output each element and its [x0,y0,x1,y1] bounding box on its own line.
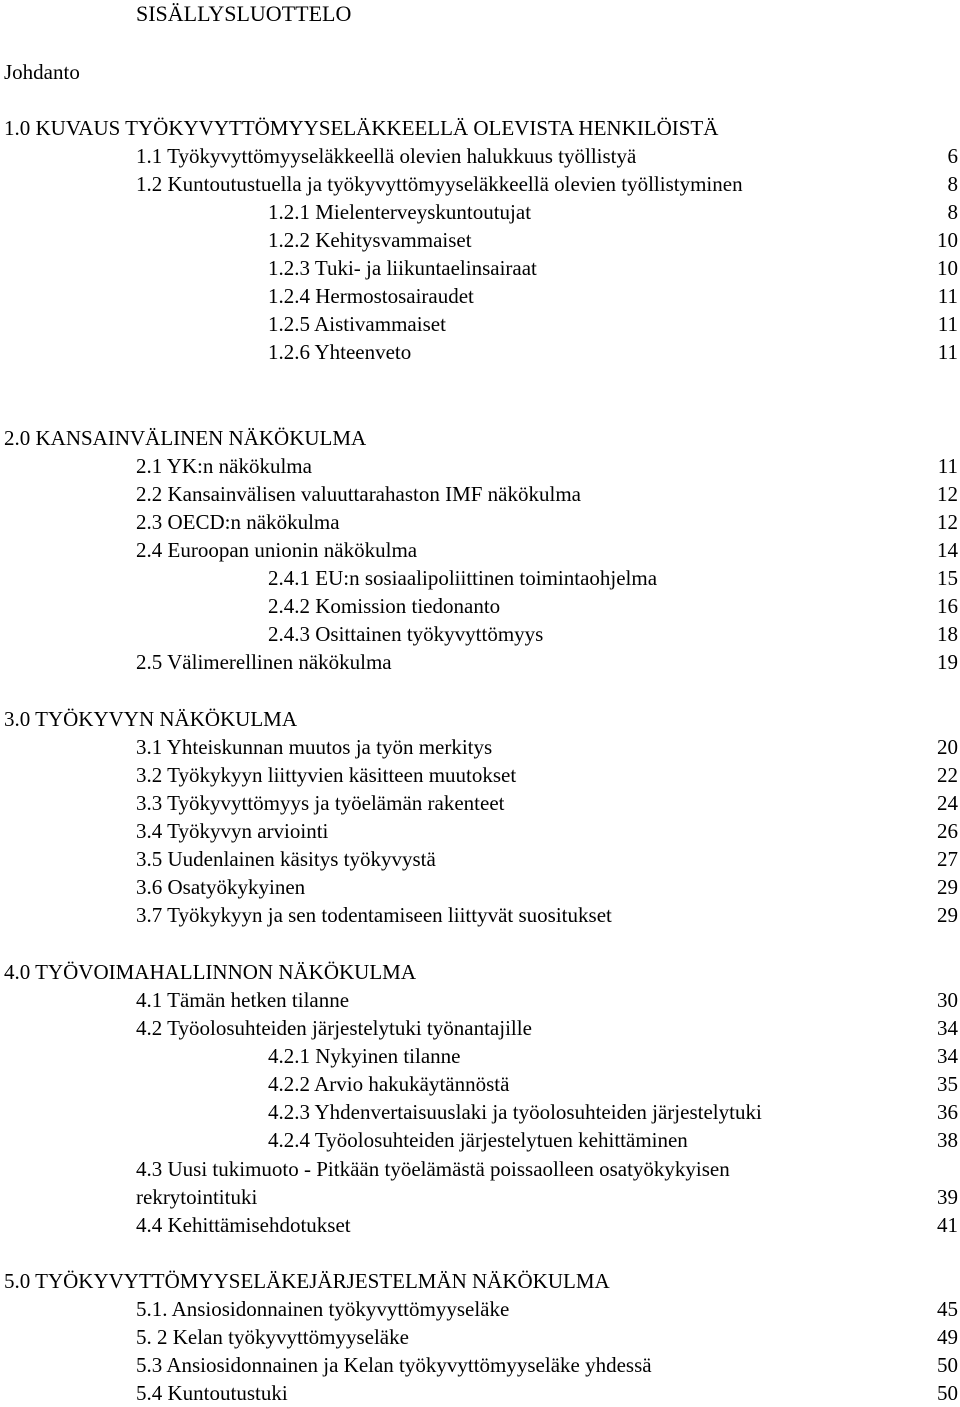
toc-page-number: 29 [937,903,958,927]
toc-entry: 4.1 Tämän hetken tilanne [136,988,350,1012]
toc-entry: 4.2.1 Nykyinen tilanne [268,1044,461,1068]
toc-entry: 3.6 Osatyökykyinen [136,875,306,899]
toc-page-number: 16 [937,594,958,618]
section-heading: 2.0 KANSAINVÄLINEN NÄKÖKULMA [4,426,367,450]
toc-entry: 1.2.2 Kehitysvammaiset [268,228,472,252]
toc-page-number: 11 [937,312,958,336]
toc-page-number: 14 [937,538,958,562]
toc-page-number: 8 [947,172,958,196]
toc-page-number: 10 [937,228,958,252]
toc-intro: Johdanto [4,60,80,84]
toc-page-number: 11 [937,454,958,478]
section-heading: 3.0 TYÖKYVYN NÄKÖKULMA [4,707,298,731]
toc-page-number: 19 [937,650,958,674]
toc-page-number: 15 [937,566,958,590]
toc-page-number: 24 [937,791,958,815]
toc-page-number: 50 [937,1353,958,1377]
toc-entry: 2.4.2 Komission tiedonanto [268,594,501,618]
toc-entry: 4.2.4 Työolosuhteiden järjestelytuen kehittäminen [268,1128,688,1152]
toc-page-number: 8 [947,200,958,224]
toc-page-number: 12 [937,510,958,534]
toc-entry: 2.3 OECD:n näkökulma [136,510,340,534]
section-heading: 4.0 TYÖVOIMAHALLINNON NÄKÖKULMA [4,960,416,984]
toc-page-number: 45 [937,1297,958,1321]
toc-entry: 5.4 Kuntoutustuki [136,1381,288,1405]
toc-entry: 3.1 Yhteiskunnan muutos ja työn merkitys [136,735,493,759]
toc-entry: 4.2 Työolosuhteiden järjestelytuki työnantajille [136,1016,532,1040]
section-heading: 5.0 TYÖKYVYTTÖMYYSELÄKEJÄRJESTELMÄN NÄKÖKULMA [4,1269,610,1293]
toc-entry: 1.1 Työkyvyttömyyseläkkeellä olevien halukkuus työllistyä [136,144,637,168]
toc-entry: 3.4 Työkyvyn arviointi [136,819,329,843]
toc-page-number: 34 [937,1016,958,1040]
toc-page-number: 34 [937,1044,958,1068]
toc-page-number: 11 [937,340,958,364]
toc-entry: 4.3 Uusi tukimuoto - Pitkään työelämästä poissaolleen osatyökykyisen [136,1157,730,1181]
toc-entry: 4.4 Kehittämisehdotukset [136,1213,351,1237]
toc-page-number: 11 [937,284,958,308]
toc-page-number: 41 [937,1213,958,1237]
toc-entry: 4.2.2 Arvio hakukäytännöstä [268,1072,510,1096]
toc-entry: 2.5 Välimerellinen näkökulma [136,650,392,674]
toc-entry: 1.2.5 Aistivammaiset [268,312,446,336]
toc-page-number: 18 [937,622,958,646]
toc-entry: 4.2.3 Yhdenvertaisuuslaki ja työolosuhteiden järjestelytuki [268,1100,762,1124]
toc-page-number: 22 [937,763,958,787]
toc-page-number: 10 [937,256,958,280]
toc-page-number: 26 [937,819,958,843]
toc-entry: 3.7 Työkykyyn ja sen todentamiseen liittyvät suositukset [136,903,612,927]
toc-entry: 5.3 Ansiosidonnainen ja Kelan työkyvyttömyyseläke yhdessä [136,1353,652,1377]
toc-entry: 1.2.1 Mielenterveyskuntoutujat [268,200,532,224]
toc-entry: 3.3 Työkyvyttömyys ja työelämän rakenteet [136,791,505,815]
toc-entry: 2.4.3 Osittainen työkyvyttömyys [268,622,544,646]
toc-page-number: 12 [937,482,958,506]
toc-page-number: 30 [937,988,958,1012]
toc-entry: 2.2 Kansainvälisen valuuttarahaston IMF näkökulma [136,482,581,506]
section-heading: 1.0 KUVAUS TYÖKYVYTTÖMYYSELÄKKEELLÄ OLEVISTA HENKILÖISTÄ [4,116,719,140]
toc-entry: 2.4 Euroopan unionin näkökulma [136,538,418,562]
toc-title: SISÄLLYSLUOTTELO [136,1,352,26]
toc-page-number: 38 [937,1128,958,1152]
toc-page-number: 36 [937,1100,958,1124]
toc-entry: 1.2.4 Hermostosairaudet [268,284,474,308]
toc-entry: 1.2 Kuntoutustuella ja työkyvyttömyyseläkkeellä olevien työllistyminen [136,172,743,196]
toc-page-number: 29 [937,875,958,899]
toc-entry: 3.5 Uudenlainen käsitys työkyvystä [136,847,436,871]
toc-entry: 5.1. Ansiosidonnainen työkyvyttömyyseläke [136,1297,510,1321]
toc-entry: 1.2.3 Tuki- ja liikuntaelinsairaat [268,256,537,280]
toc-page-number: 39 [937,1185,958,1209]
toc-page-number: 49 [937,1325,958,1349]
toc-entry-continuation: rekrytointituki [136,1185,258,1209]
toc-page-number: 20 [937,735,958,759]
toc-entry: 1.2.6 Yhteenveto [268,340,412,364]
toc-page-number: 35 [937,1072,958,1096]
toc-entry: 3.2 Työkykyyn liittyvien käsitteen muutokset [136,763,517,787]
toc-entry: 2.4.1 EU:n sosiaalipoliittinen toimintaohjelma [268,566,658,590]
toc-page-number: 27 [937,847,958,871]
toc-page-number: 6 [947,144,958,168]
toc-entry: 2.1 YK:n näkökulma [136,454,312,478]
toc-page-number: 50 [937,1381,958,1405]
toc-entry: 5. 2 Kelan työkyvyttömyyseläke [136,1325,409,1349]
